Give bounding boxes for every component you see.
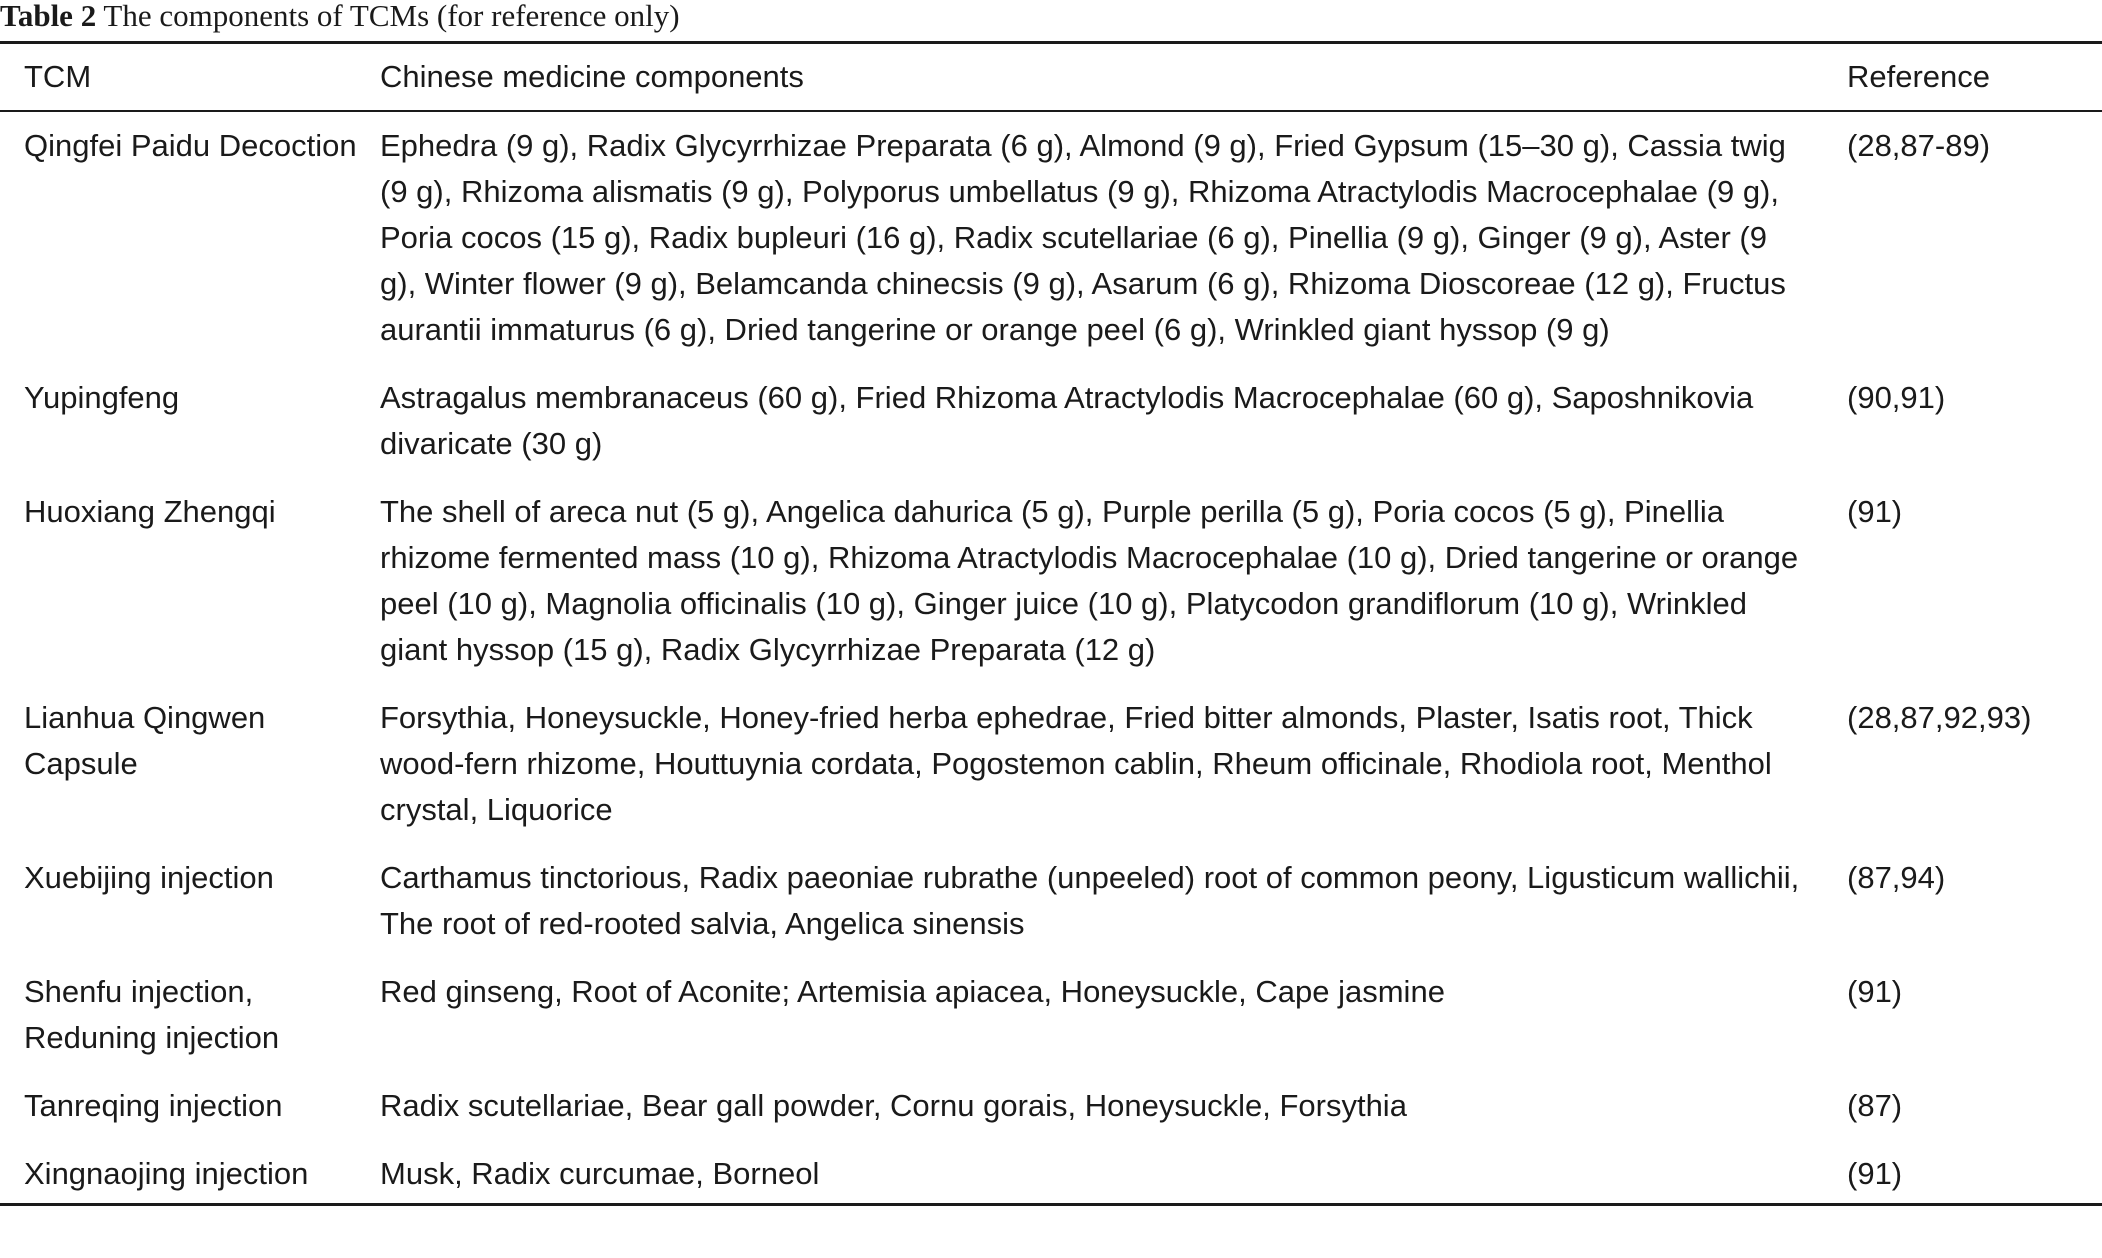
- cell-reference: (91): [1847, 974, 1903, 1009]
- cell-tcm: Tanreqing injection: [24, 1088, 283, 1123]
- cell-reference: (91): [1847, 1156, 1903, 1191]
- table-row: [0, 365, 2102, 479]
- table-row: [0, 959, 2102, 1073]
- cell-components: The shell of areca nut (5 g), Angelica dahurica (5 g), Purple perilla (5 g), Poria cocos (5 g), Pinellia rhizome fermented mass (10 g), Rhizoma Atractylodis Macrocephalae (10 g), Dried tangerine or orange peel (10 g), Magnolia officinalis (10 g), Ginger juice (10 g), Platycodon grandiflorum (10 g), Wrinkled giant hyssop (15 g), Radix Glycyrrhizae Preparata (12 g): [380, 494, 1799, 667]
- table-row: [0, 479, 2102, 685]
- cell-reference: (87,94): [1847, 860, 1946, 895]
- table-row: [0, 685, 2102, 845]
- table-header-row: [0, 43, 2102, 112]
- header-reference: Reference: [1847, 59, 1991, 94]
- table-body: [0, 111, 2102, 1205]
- cell-reference: (90,91): [1847, 380, 1946, 415]
- tcm-components-table: [0, 41, 2102, 1206]
- cell-components: Red ginseng, Root of Aconite; Artemisia apiacea, Honeysuckle, Cape jasmine: [380, 974, 1445, 1009]
- cell-reference: (28,87,92,93): [1847, 700, 2032, 735]
- cell-reference: (91): [1847, 494, 1903, 529]
- cell-tcm: Xuebijing injection: [24, 860, 274, 895]
- table-row: [0, 111, 2102, 365]
- cell-components: Radix scutellariae, Bear gall powder, Cornu gorais, Honeysuckle, Forsythia: [380, 1088, 1407, 1123]
- cell-components: Carthamus tinctorious, Radix paeoniae rubrathe (unpeeled) root of common peony, Ligusticum wallichii, The root of red-rooted salvia, Angelica sinensis: [380, 860, 1800, 941]
- cell-tcm: Qingfei Paidu Decoction: [24, 128, 357, 163]
- cell-tcm: Shenfu injection, Reduning injection: [24, 974, 280, 1055]
- header-tcm: TCM: [24, 59, 92, 94]
- table-row: [0, 845, 2102, 959]
- table-row: [0, 1073, 2102, 1141]
- cell-tcm: Lianhua Qingwen Capsule: [24, 700, 266, 781]
- cell-components: Musk, Radix curcumae, Borneol: [380, 1156, 820, 1191]
- table-row: [0, 1141, 2102, 1205]
- cell-reference: (28,87-89): [1847, 128, 1991, 163]
- table-header: [0, 43, 2102, 112]
- cell-components: Forsythia, Honeysuckle, Honey-fried herba ephedrae, Fried bitter almonds, Plaster, Isatis root, Thick wood-fern rhizome, Houttuynia cordata, Pogostemon cablin, Rheum officinale, Rhodiola root, Menthol crystal, Liquorice: [380, 700, 1772, 827]
- table-caption-text: The components of TCMs (for reference only): [103, 0, 680, 33]
- cell-tcm: Huoxiang Zhengqi: [24, 494, 276, 529]
- header-components: Chinese medicine components: [380, 59, 804, 94]
- cell-reference: (87): [1847, 1088, 1903, 1123]
- cell-components: Astragalus membranaceus (60 g), Fried Rhizoma Atractylodis Macrocephalae (60 g), Saposhnikovia divaricate (30 g): [380, 380, 1754, 461]
- cell-tcm: Yupingfeng: [24, 380, 180, 415]
- cell-components: Ephedra (9 g), Radix Glycyrrhizae Preparata (6 g), Almond (9 g), Fried Gypsum (15–30 g), Cassia twig (9 g), Rhizoma alismatis (9 g), Polyporus umbellatus (9 g), Rhizoma Atractylodis Macrocephalae (9 g), Poria cocos (15 g), Radix bupleuri (16 g), Radix scutellariae (6 g), Pinellia (9 g), Ginger (9 g), Aster (9 g), Winter flower (9 g), Belamcanda chinecsis (9 g), Asarum (6 g), Rhizoma Dioscoreae (12 g), Fructus aurantii immaturus (6 g), Dried tangerine or orange peel (6 g), Wrinkled giant hyssop (9 g): [380, 128, 1786, 347]
- table-caption-label: Table 2: [0, 0, 97, 33]
- cell-tcm: Xingnaojing injection: [24, 1156, 309, 1191]
- table-caption: [0, 0, 680, 40]
